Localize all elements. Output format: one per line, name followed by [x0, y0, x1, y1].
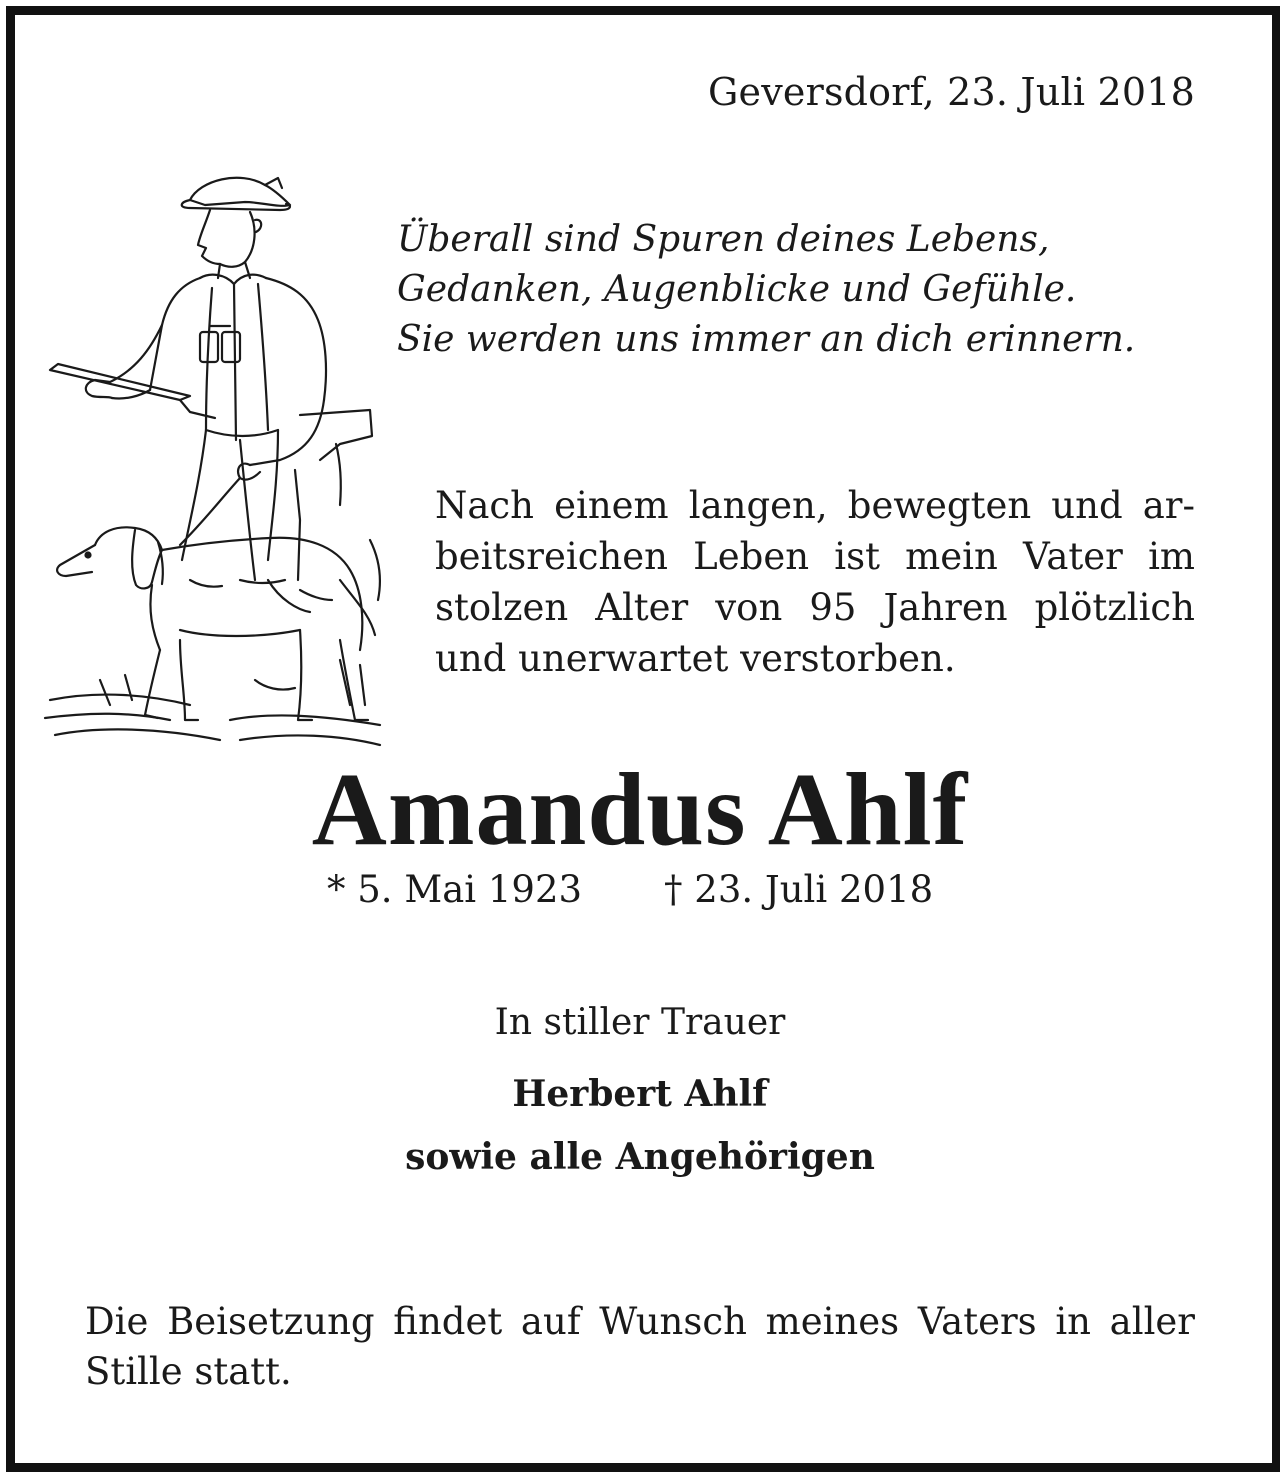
life-dates [327, 868, 933, 911]
place-date: Geversdorf, 23. Juli 2018 [707, 70, 1195, 114]
birth-date: * 5. Mai 1923 [327, 868, 583, 911]
death-date: † 23. Juli 2018 [664, 868, 934, 911]
announcement-line: und unerwartet verstorben. [435, 637, 956, 680]
announcement-line: stolzen Alter von 95 Jahren plötzlich [435, 586, 1195, 629]
burial-line: Die Beisetzung findet auf Wunsch meines Vaters in aller [85, 1300, 1195, 1343]
deceased-name: Amandus Ahlf [311, 752, 969, 867]
death-announcement [435, 480, 1195, 684]
burial-line: Stille statt. [85, 1350, 292, 1393]
mourning-heading: In stiller Trauer [494, 1002, 786, 1043]
hunter-with-dog-illustration [40, 160, 385, 755]
memorial-quote [397, 215, 1135, 365]
burial-notice [85, 1297, 1195, 1397]
quote-line: Sie werden uns immer an dich erinnern. [397, 319, 1136, 360]
quote-line: Gedanken, Augenblicke und Gefühle. [397, 269, 1077, 310]
announcement-line: beitsreichen Leben ist mein Vater im [435, 535, 1195, 578]
announcement-line: Nach einem langen, bewegten und ar- [435, 484, 1195, 527]
mourner-relatives: sowie alle Angehörigen [405, 1136, 875, 1178]
mourner-name: Herbert Ahlf [512, 1073, 768, 1115]
quote-line: Überall sind Spuren deines Lebens, [397, 219, 1050, 260]
